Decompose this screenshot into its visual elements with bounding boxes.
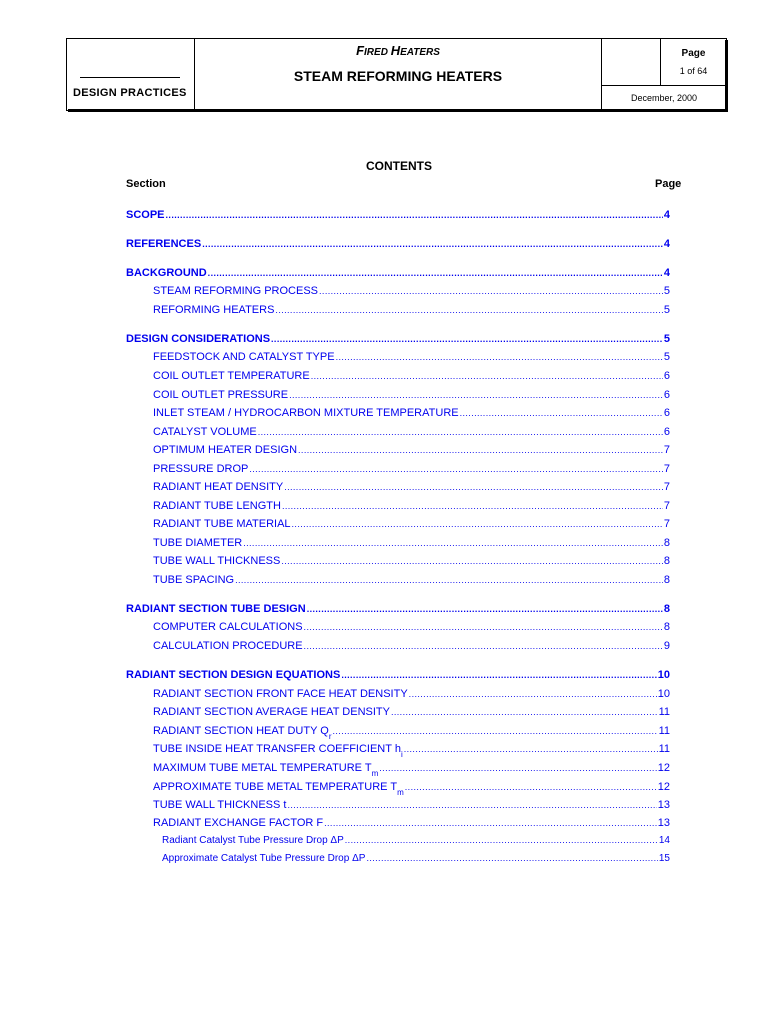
toc-entry-page[interactable]: 7 (663, 500, 670, 512)
toc-entry-page[interactable]: 7 (663, 444, 670, 456)
toc-entry[interactable] (153, 516, 670, 530)
dot-leader (405, 781, 657, 793)
toc-entry-title[interactable]: RADIANT SECTION HEAT DUTY Q (153, 725, 329, 737)
toc-entry-title[interactable]: BACKGROUND (126, 267, 207, 279)
toc-entry[interactable] (126, 207, 670, 221)
toc-entry-title[interactable]: RADIANT SECTION DESIGN EQUATIONS (126, 669, 341, 681)
toc-entry[interactable] (153, 302, 670, 316)
toc-entry-page[interactable]: 7 (663, 481, 670, 493)
dot-leader (311, 370, 663, 382)
toc-entry-page[interactable]: 9 (663, 640, 670, 652)
dot-leader (404, 743, 658, 755)
document-date: December, 2000 (630, 93, 698, 103)
logo-rule (80, 77, 180, 78)
toc-entry-title[interactable]: RADIANT EXCHANGE FACTOR F (153, 817, 324, 829)
toc-entry[interactable] (153, 704, 670, 718)
dot-leader (208, 267, 663, 279)
toc-entry[interactable] (126, 331, 670, 345)
toc-entry[interactable] (126, 236, 670, 250)
toc-entry-title[interactable]: RADIANT SECTION FRONT FACE HEAT DENSITY (153, 688, 408, 700)
toc-entry-title[interactable]: PRESSURE DROP (153, 463, 249, 475)
toc-entry[interactable] (153, 638, 670, 652)
toc-entry[interactable] (126, 601, 670, 615)
toc-entry-title[interactable]: DESIGN CONSIDERATIONS (126, 333, 271, 345)
toc-entry-page[interactable]: 8 (663, 537, 670, 549)
dot-leader (275, 304, 662, 316)
toc-entry-title[interactable]: APPROXIMATE TUBE METAL TEMPERATURE T (153, 781, 398, 793)
dot-leader (304, 640, 663, 652)
toc-entry-page[interactable]: 14 (658, 835, 670, 846)
toc-entry-page[interactable]: 4 (663, 267, 670, 279)
toc-entry-title[interactable]: Approximate Catalyst Tube Pressure Drop ΔP (162, 853, 366, 864)
toc-entry-page[interactable]: 7 (663, 463, 670, 475)
toc-entry-page[interactable]: 8 (663, 621, 670, 633)
toc-entry-page[interactable]: 4 (663, 209, 670, 221)
dot-leader (281, 555, 663, 567)
toc-entry-title[interactable]: OPTIMUM HEATER DESIGN (153, 444, 298, 456)
dot-leader (345, 834, 658, 846)
toc-entry-title[interactable]: CALCULATION PROCEDURE (153, 640, 303, 652)
toc-entry-title[interactable]: MAXIMUM TUBE METAL TEMPERATURE T (153, 762, 372, 774)
toc-entry-page[interactable]: 6 (663, 370, 670, 382)
toc-entry[interactable] (153, 479, 670, 493)
toc-entry[interactable] (153, 815, 670, 829)
toc-entry-title[interactable]: Radiant Catalyst Tube Pressure Drop ΔP (162, 835, 344, 846)
toc-entry[interactable] (153, 461, 670, 475)
dot-leader (271, 333, 663, 345)
toc-entry[interactable] (126, 265, 670, 279)
contents-heading: CONTENTS (366, 159, 432, 173)
toc-entry-page[interactable]: 8 (663, 574, 670, 586)
toc-entry-page[interactable]: 4 (663, 238, 670, 250)
toc-entry-title[interactable]: COIL OUTLET TEMPERATURE (153, 370, 310, 382)
toc-entry[interactable] (153, 686, 670, 700)
dot-leader (304, 621, 663, 633)
toc-entry[interactable] (162, 832, 670, 846)
toc-entry[interactable]: TUBE INSIDE HEAT TRANSFER COEFFICIENT h i ..... 11 (153, 741, 670, 755)
toc-entry-title[interactable]: RADIANT SECTION AVERAGE HEAT DENSITY (153, 706, 390, 718)
dot-leader (284, 481, 663, 493)
toc-entry-page[interactable]: 12 (657, 762, 670, 774)
toc-entry[interactable] (153, 498, 670, 512)
toc-entry-page[interactable]: 11 (658, 706, 670, 718)
header-divider (601, 85, 726, 86)
toc-entry[interactable] (153, 553, 670, 567)
toc-entry-page[interactable]: 7 (663, 518, 670, 530)
section-name: FIRED HEATERS (356, 43, 440, 58)
toc-entry[interactable] (153, 349, 670, 363)
toc-entry-title[interactable]: CATALYST VOLUME (153, 426, 257, 438)
toc-entry[interactable] (153, 424, 670, 438)
toc-entry[interactable] (153, 368, 670, 382)
dot-leader (166, 209, 663, 221)
toc-entry[interactable]: APPROXIMATE TUBE METAL TEMPERATURE T m ..... 12 (153, 779, 670, 793)
toc-entry-page[interactable]: 6 (663, 426, 670, 438)
toc-entry-page[interactable]: 13 (657, 817, 670, 829)
toc-entry[interactable]: RADIANT SECTION HEAT DUTY Q r ..... 11 (153, 723, 670, 737)
toc-entry-title[interactable]: TUBE INSIDE HEAT TRANSFER COEFFICIENT h (153, 743, 401, 755)
toc-entry-title[interactable]: REFERENCES (126, 238, 202, 250)
toc-entry-page[interactable]: 5 (663, 333, 670, 345)
toc-entry-title[interactable]: FEEDSTOCK AND CATALYST TYPE (153, 351, 335, 363)
toc-entry-page[interactable]: 5 (663, 304, 670, 316)
dot-leader (298, 444, 663, 456)
toc-entry-title[interactable]: INLET STEAM / HYDROCARBON MIXTURE TEMPERATURE (153, 407, 459, 419)
toc-entry[interactable] (153, 619, 670, 633)
dot-leader (307, 603, 663, 615)
header-divider (660, 39, 661, 85)
dot-leader (292, 518, 663, 530)
dot-leader (258, 426, 663, 438)
dot-leader (319, 285, 663, 297)
toc-entry[interactable]: MAXIMUM TUBE METAL TEMPERATURE T m ..... 12 (153, 760, 670, 774)
document-title: STEAM REFORMING HEATERS (293, 68, 503, 84)
dot-leader (366, 852, 657, 864)
toc-entry-title[interactable]: TUBE WALL THICKNESS t (153, 799, 287, 811)
design-practices-label: DESIGN PRACTICES (73, 87, 187, 99)
toc-entry-page[interactable]: 6 (663, 389, 670, 401)
dot-leader (243, 537, 663, 549)
toc-entry-page[interactable]: 15 (658, 853, 670, 864)
toc-entry-title[interactable]: REFORMING HEATERS (153, 304, 275, 316)
dot-leader (202, 238, 663, 250)
dot-leader (333, 725, 658, 737)
dot-leader (336, 351, 663, 363)
toc-entry-title[interactable]: TUBE WALL THICKNESS (153, 555, 281, 567)
toc-entry-title[interactable]: STEAM REFORMING PROCESS (153, 285, 319, 297)
toc-entry[interactable] (153, 442, 670, 456)
dot-leader (287, 799, 656, 811)
toc-entry-page[interactable]: 11 (658, 743, 670, 755)
toc-entry-page[interactable]: 8 (663, 555, 670, 567)
toc-entry-title[interactable]: RADIANT SECTION TUBE DESIGN (126, 603, 306, 615)
toc-entry[interactable] (153, 535, 670, 549)
toc-entry[interactable] (153, 283, 670, 297)
dot-leader (282, 500, 663, 512)
toc-entry-title[interactable]: RADIANT TUBE LENGTH (153, 500, 281, 512)
dot-leader (235, 574, 663, 586)
dot-leader (379, 762, 656, 774)
toc-entry-page[interactable]: 11 (658, 725, 670, 737)
toc-entry-page[interactable]: 10 (657, 669, 670, 681)
toc-entry[interactable] (153, 405, 670, 419)
dot-leader (460, 407, 663, 419)
toc-entry-page[interactable]: 8 (663, 603, 670, 615)
toc-entry[interactable] (153, 572, 670, 586)
dot-leader (341, 669, 656, 681)
toc-entry-title[interactable]: SCOPE (126, 209, 165, 221)
toc-entry[interactable] (153, 797, 670, 811)
page-label: Page (681, 48, 706, 59)
toc-entry-title[interactable]: COIL OUTLET PRESSURE (153, 389, 289, 401)
toc-entry-page[interactable]: 5 (663, 351, 670, 363)
dot-leader (324, 817, 657, 829)
toc-entry-title[interactable]: COMPUTER CALCULATIONS (153, 621, 303, 633)
page-column-header: Page (655, 178, 682, 190)
toc-entry-title[interactable]: RADIANT HEAT DENSITY (153, 481, 284, 493)
section-column-header: Section (126, 178, 166, 190)
toc-entry[interactable] (126, 667, 670, 681)
toc-entry-page[interactable]: 13 (657, 799, 670, 811)
toc-entry-title[interactable]: TUBE SPACING (153, 574, 235, 586)
dot-leader (249, 463, 663, 475)
toc-entry[interactable] (153, 387, 670, 401)
toc-entry-page[interactable]: 5 (663, 285, 670, 297)
toc-entry-title[interactable]: RADIANT TUBE MATERIAL (153, 518, 291, 530)
page-number: 1 of 64 (679, 66, 708, 76)
dot-leader (409, 688, 657, 700)
document-header (66, 38, 727, 111)
toc-entry-title[interactable]: TUBE DIAMETER (153, 537, 243, 549)
toc-entry-page[interactable]: 10 (657, 688, 670, 700)
dot-leader (289, 389, 663, 401)
toc-entry[interactable] (162, 850, 670, 864)
dot-leader (391, 706, 658, 718)
toc-entry-page[interactable]: 6 (663, 407, 670, 419)
toc-entry-page[interactable]: 12 (657, 781, 670, 793)
